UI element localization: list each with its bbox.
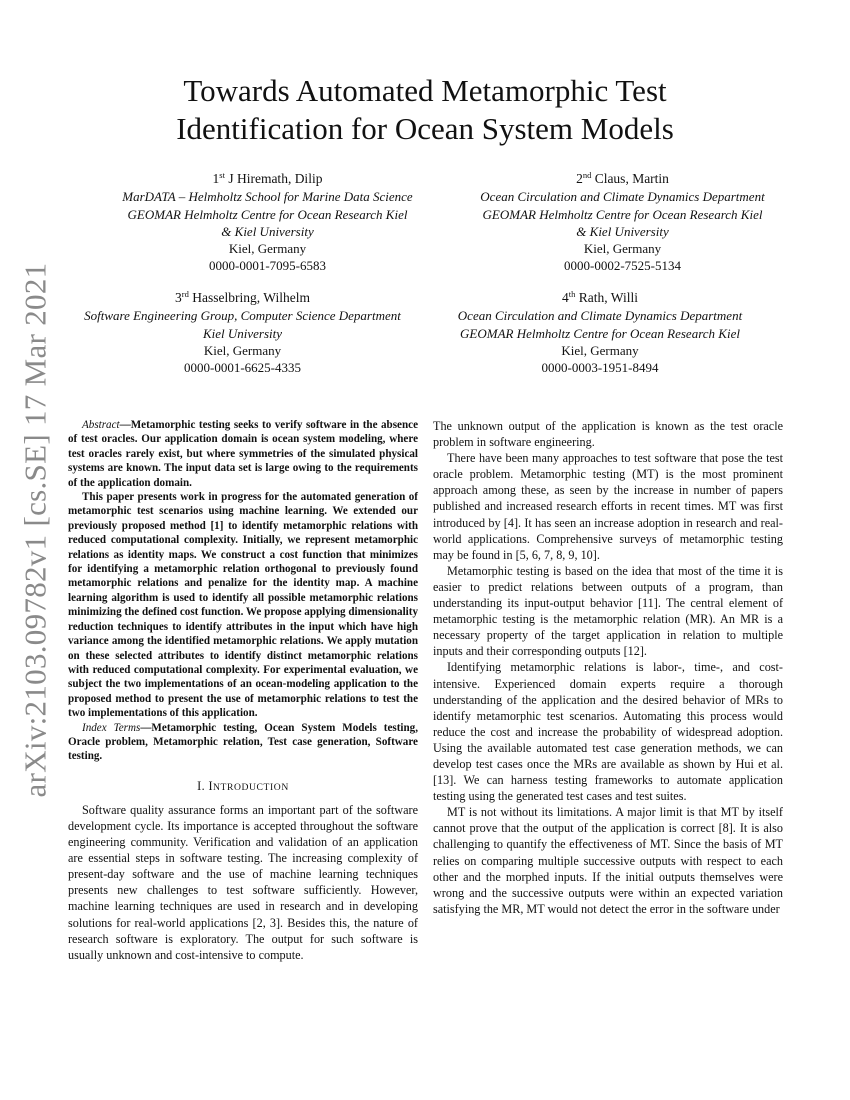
author-name: 4th Rath, Willi bbox=[562, 289, 638, 305]
paper-title bbox=[0, 72, 850, 148]
abstract-paragraph: This paper presents work in progress for the automated generation of metamorphic test scenarios using machine learning. We extended our previously proposed method [1] to identify metamorphic relations with reduced computational complexity. Initially, we represent metamorphic relations as identity maps. We construct a cost function that minimizes for identifying a metamorphic relation orthogonal to previously found metamorphic relations and penalize for the identity map. A machine learning algorithm is used to identify all possible metamorphic relations minimizing the defined cost function. We propose applying dimensionality reduction techniques to identify attributes in the input which have high variance among the identified metamorphic relations. We apply mutation on these selected attributes to identify distinct metamorphic relations with reduced computational complexity. For experimental evaluation, we subject the two implementations of an ocean-modeling application to the proposed method to present the use of metamorphic relations to test the two implementations of this application. bbox=[68, 491, 419, 720]
title-line-1: Towards Automated Metamorphic Test bbox=[183, 73, 667, 108]
author-name: 1st J Hiremath, Dilip bbox=[212, 170, 323, 186]
author-block-1 bbox=[95, 170, 440, 275]
body-paragraph: The unknown output of the application is known as the test oracle problem in software engineering. bbox=[433, 419, 783, 450]
abstract-label: Abstract bbox=[82, 419, 120, 431]
author-orcid: 0000-0003-1951-8494 bbox=[541, 360, 659, 376]
author-orcid: 0000-0001-6625-4335 bbox=[184, 360, 301, 376]
arxiv-watermark bbox=[13, 262, 57, 798]
author-city: Kiel, Germany bbox=[561, 342, 639, 358]
author-affiliation: MarDATA – Helmholtz School for Marine Data Science bbox=[122, 189, 413, 205]
left-column bbox=[68, 418, 418, 963]
author-block-2 bbox=[450, 170, 795, 275]
body-paragraph: There have been many approaches to test software that pose the test oracle problem. Metamorphic testing (MT) is the most prominent approach among these, as seen by the increase in number of papers published and increased research efforts in recent times. MT was first introduced by [4]. It has seen an increase adoption in research and real-world applications. Comprehensive surveys of metamorphic testing may be found in [5, 6, 7, 8, 9, 10]. bbox=[433, 451, 783, 562]
body-paragraph: MT is not without its limitations. A major limit is that MT by itself cannot prove that the output of the application is correct [8]. It is also challenging to quantify the effectiveness of MT. Since the basis of MT relies on comparing multiple successive outputs with respect to each other and the morphed inputs. If the initial outputs themselves were wrong and the successive outputs were within an expected variation satisfying the MR, MT would not detect the error in the software under bbox=[433, 805, 783, 916]
index-terms: Index Terms—Metamorphic testing, Ocean System Models testing, Oracle problem, Metamorphic relation, Test case generation, Software testing. bbox=[68, 721, 418, 763]
author-orcid: 0000-0002-7525-5134 bbox=[564, 258, 681, 274]
author-block-4 bbox=[430, 289, 770, 376]
author-affiliation: & Kiel University bbox=[576, 223, 669, 239]
author-affiliation: Ocean Circulation and Climate Dynamics Department bbox=[457, 308, 743, 324]
author-city: Kiel, Germany bbox=[228, 241, 307, 257]
author-city: Kiel, Germany bbox=[203, 342, 282, 358]
author-affiliation: GEOMAR Helmholtz Centre for Ocean Research Kiel bbox=[460, 325, 740, 341]
author-affiliation: GEOMAR Helmholtz Centre for Ocean Research Kiel bbox=[127, 206, 408, 222]
body-paragraph: Identifying metamorphic relations is labor-, time-, and cost-intensive. Experienced domain experts require a thorough understanding of the application and the desired behavior of MRs to identify metamorphic test scenarios. Automating this process would reduce the cost and increase the probability of widespread adoption. Using the available automated test case generation methods, we can develop test cases once the MRs are available as shown by Hui et al. [13]. We can harness testing frameworks to automate application testing using the generated test cases and test suites. bbox=[433, 660, 783, 804]
author-affiliation: Ocean Circulation and Climate Dynamics Department bbox=[480, 189, 765, 205]
author-affiliation: Software Engineering Group, Computer Science Department bbox=[84, 308, 401, 324]
body-paragraph: Software quality assurance forms an important part of the software development cycle. Its importance is accepted throughout the software engineering community. Verification and validation of an application are essential steps in software testing. The increasing complexity of present-day software and the use of machine learning techniques presents new challenges to test software sufficiently. However, machine learning techniques are used in research and in developing solutions for real-world applications [2, 3]. Besides this, the nature of research software is exploratory. The output for such software is usually unknown and cost-intensive to compute. bbox=[68, 802, 418, 962]
abstract-paragraph: Abstract—Metamorphic testing seeks to verify software in the absence of test oracles. Our application domain is ocean system modeling, where test oracles rarely exist, but where symmetries of the simulated physical systems are known. The input data set is large owing to the requirements of the application domain. bbox=[68, 419, 418, 489]
author-name: 3rd Hasselbring, Wilhelm bbox=[175, 289, 310, 305]
author-affiliation: & Kiel University bbox=[221, 223, 314, 239]
right-column bbox=[433, 418, 783, 917]
arxiv-id: arXiv:2103.09782v1 [cs.SE] 17 Mar 2021 bbox=[17, 262, 53, 798]
author-name: 2nd Claus, Martin bbox=[576, 170, 669, 186]
index-terms-label: Index Terms bbox=[82, 721, 141, 734]
author-orcid: 0000-0001-7095-6583 bbox=[209, 258, 326, 274]
author-city: Kiel, Germany bbox=[583, 241, 662, 257]
author-block-3 bbox=[60, 289, 425, 376]
title-line-2: Identification for Ocean System Models bbox=[176, 111, 674, 146]
section-heading-introduction: I. INTRODUCTION bbox=[197, 778, 289, 793]
body-paragraph: Metamorphic testing is based on the idea that most of the time it is easier to predict relations between outputs of a program, than understanding its input-output behavior [11]. The central element of metamorphic testing is the metamorphic relation (MR). An MR is a necessary property of the target application in relation to multiple inputs and their corresponding outputs [12]. bbox=[433, 563, 783, 659]
author-affiliation: Kiel University bbox=[202, 325, 283, 341]
author-affiliation: GEOMAR Helmholtz Centre for Ocean Research Kiel bbox=[482, 206, 763, 222]
